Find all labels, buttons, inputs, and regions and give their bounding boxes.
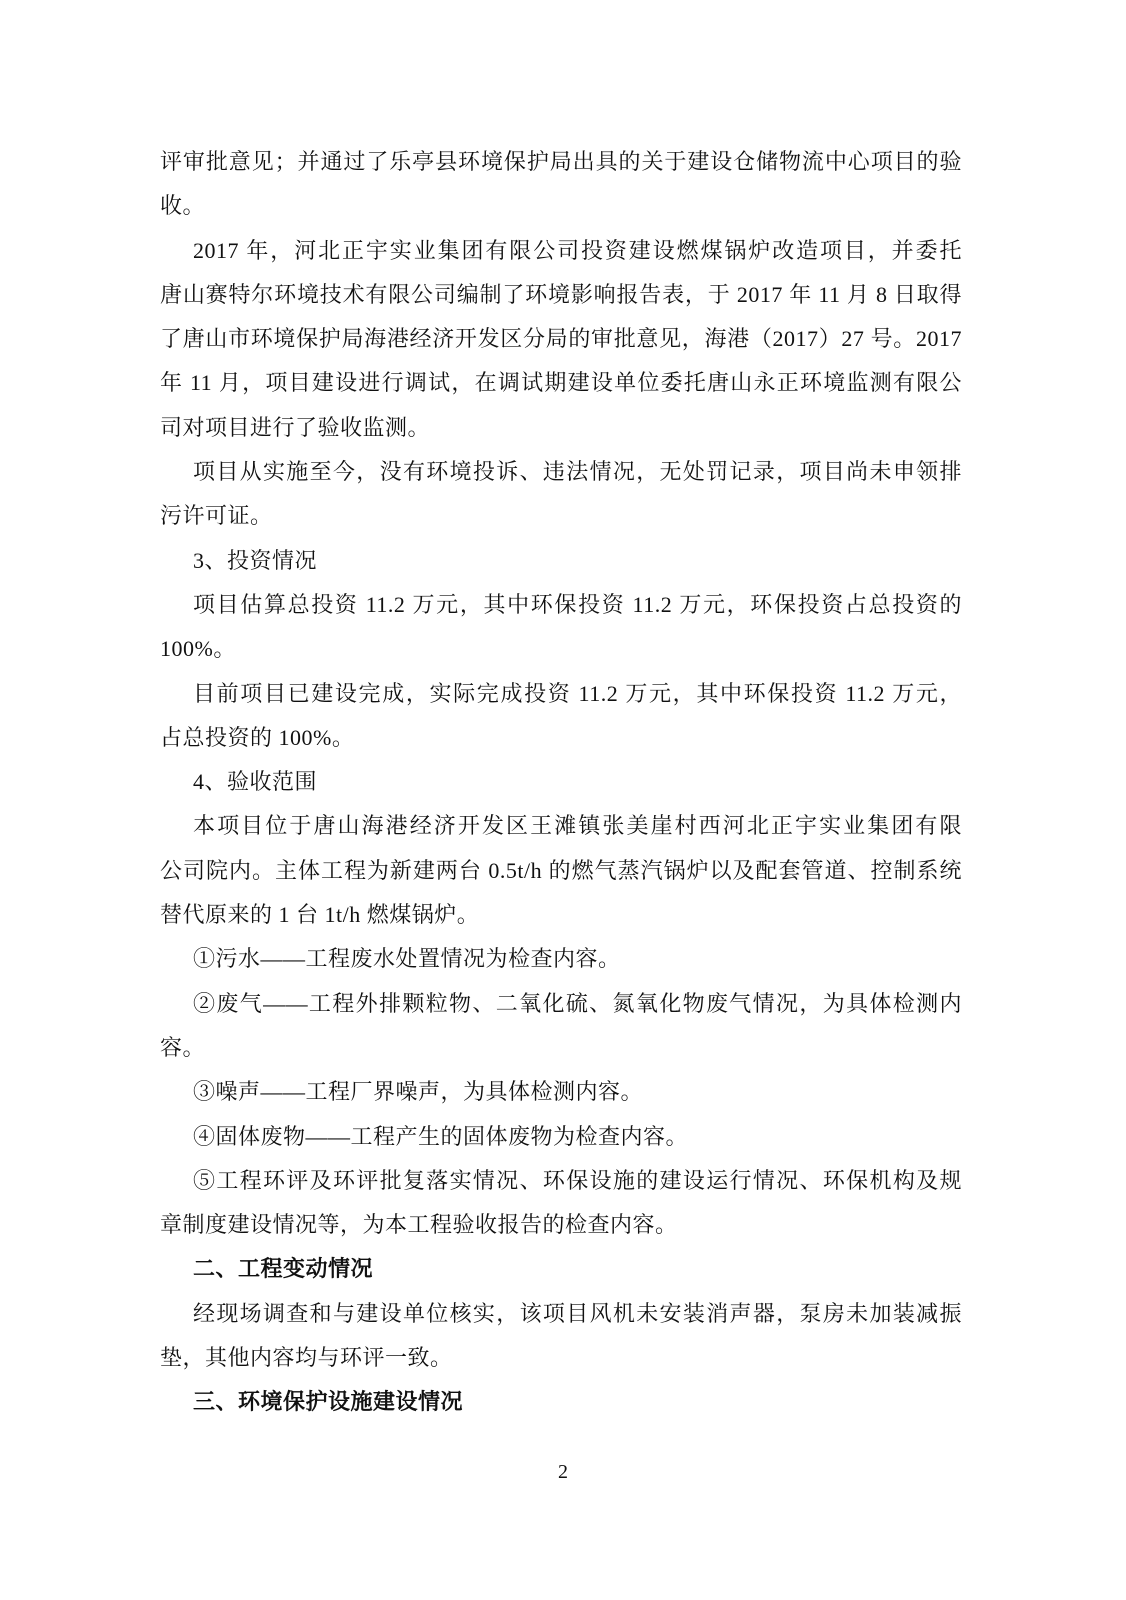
text-line: ③噪声——工程厂界噪声，为具体检测内容。: [193, 1079, 644, 1105]
text-line: 章制度建设情况等，为本工程验收报告的检查内容。: [160, 1212, 678, 1238]
document-body: [160, 140, 962, 1425]
text-line: 公司院内。主体工程为新建两台 0.5t/h 的燃气蒸汽锅炉以及配套管道、控制系统: [160, 857, 962, 883]
text-line: 污许可证。: [160, 503, 273, 529]
text-line: 目前项目已建设完成，实际完成投资 11.2 万元，其中环保投资 11.2 万元，: [193, 680, 962, 706]
text-line: 项目估算总投资 11.2 万元，其中环保投资 11.2 万元，环保投资占总投资的: [193, 591, 962, 617]
text-line: ⑤工程环评及环评批复落实情况、环保设施的建设运行情况、环保机构及规: [193, 1167, 962, 1193]
text-line: 司对项目进行了验收监测。: [160, 414, 431, 440]
text-line: ①污水——工程废水处置情况为检查内容。: [193, 946, 621, 972]
text-line: 经现场调查和与建设单位核实，该项目风机未安装消声器，泵房未加装减振: [193, 1300, 962, 1326]
text-line: 唐山赛特尔环境技术有限公司编制了环境影响报告表，于 2017 年 11 月 8 日取得: [160, 281, 962, 307]
text-line: 3、投资情况: [193, 547, 318, 573]
text-line: 评审批意见；并通过了乐亭县环境保护局出具的关于建设仓储物流中心项目的验: [160, 149, 962, 174]
text-line: 垫，其他内容均与环评一致。: [160, 1345, 453, 1371]
text-line: 年 11 月，项目建设进行调试，在调试期建设单位委托唐山永正环境监测有限公: [160, 370, 962, 396]
text-line: 替代原来的 1 台 1t/h 燃煤锅炉。: [160, 902, 480, 928]
text-line: 占总投资的 100%。: [160, 724, 355, 750]
text-line: 收。: [160, 193, 206, 219]
text-line: 了唐山市环境保护局海港经济开发区分局的审批意见，海港（2017）27 号。2017: [160, 326, 962, 352]
text-line: ④固体废物——工程产生的固体废物为检查内容。: [193, 1123, 689, 1149]
text-line: 二、工程变动情况: [193, 1256, 374, 1282]
text-line: 2017 年，河北正宇实业集团有限公司投资建设燃煤锅炉改造项目，并委托: [193, 237, 962, 263]
text-line: 100%。: [160, 636, 236, 662]
text-line: 项目从实施至今，没有环境投诉、违法情况，无处罚记录，项目尚未申领排: [193, 459, 962, 485]
text-line: 容。: [160, 1034, 206, 1060]
text-line: 三、环境保护设施建设情况: [193, 1389, 464, 1415]
text-line: 4、验收范围: [193, 769, 318, 795]
text-line: ②废气——工程外排颗粒物、二氧化硫、氮氧化物废气情况，为具体检测内: [193, 990, 962, 1016]
text-line: 本项目位于唐山海港经济开发区王滩镇张美崖村西河北正宇实业集团有限: [193, 813, 962, 839]
page-number: 2: [558, 1461, 568, 1483]
